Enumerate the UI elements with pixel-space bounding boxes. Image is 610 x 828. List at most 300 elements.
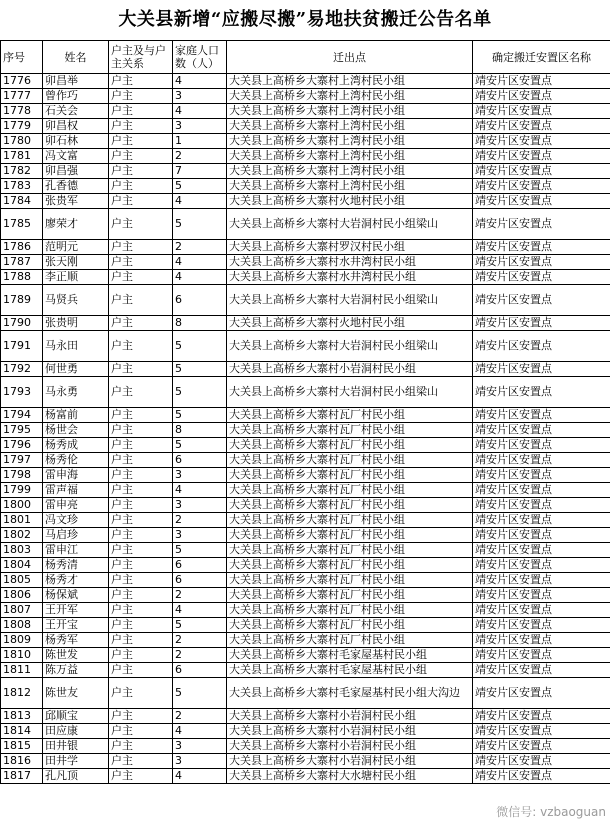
row-index: 1783 [1,179,43,194]
row-relation: 户主 [109,453,173,468]
row-index: 1798 [1,468,43,483]
table-row [1,438,610,453]
row-name: 孔凡顶 [43,769,109,784]
table-row [1,709,610,724]
row-index: 1801 [1,513,43,528]
row-origin: 大关县上高桥乡大寨村瓦厂村民小组 [227,543,473,558]
row-index: 1817 [1,769,43,784]
row-origin: 大关县上高桥乡大寨村瓦厂村民小组 [227,483,473,498]
row-household-size: 5 [173,209,227,240]
row-destination: 靖安片区安置点 [473,134,610,149]
row-index: 1802 [1,528,43,543]
row-index: 1814 [1,724,43,739]
row-relation: 户主 [109,438,173,453]
row-destination: 靖安片区安置点 [473,633,610,648]
table-row [1,408,610,423]
row-destination: 靖安片区安置点 [473,209,610,240]
row-destination: 靖安片区安置点 [473,468,610,483]
row-destination: 靖安片区安置点 [473,543,610,558]
row-name: 曾作巧 [43,89,109,104]
table-row [1,678,610,709]
row-index: 1815 [1,739,43,754]
row-household-size: 4 [173,769,227,784]
row-index: 1816 [1,754,43,769]
table-row [1,543,610,558]
row-household-size: 5 [173,377,227,408]
row-household-size: 1 [173,134,227,149]
row-destination: 靖安片区安置点 [473,588,610,603]
table-row [1,377,610,408]
row-origin: 大关县上高桥乡大寨村上湾村民小组 [227,164,473,179]
row-origin: 大关县上高桥乡大寨村瓦厂村民小组 [227,438,473,453]
row-origin: 大关县上高桥乡大寨村水井湾村民小组 [227,270,473,285]
table-header-row [1,41,610,74]
row-relation: 户主 [109,663,173,678]
row-origin: 大关县上高桥乡大寨村毛家屋基村民小组大沟边 [227,678,473,709]
table-row [1,134,610,149]
row-relation: 户主 [109,164,173,179]
row-name: 孔香德 [43,179,109,194]
row-index: 1791 [1,331,43,362]
row-index: 1799 [1,483,43,498]
row-index: 1787 [1,255,43,270]
table-row [1,423,610,438]
table-row [1,255,610,270]
row-relation: 户主 [109,149,173,164]
header-origin: 迁出点 [227,41,473,74]
row-name: 张天刚 [43,255,109,270]
row-name: 雷申江 [43,543,109,558]
row-destination: 靖安片区安置点 [473,149,610,164]
header-name: 姓名 [43,41,109,74]
row-index: 1810 [1,648,43,663]
row-origin: 大关县上高桥乡大寨村大岩洞村民小组梁山 [227,331,473,362]
row-name: 何世勇 [43,362,109,377]
row-index: 1790 [1,316,43,331]
row-origin: 大关县上高桥乡大寨村瓦厂村民小组 [227,528,473,543]
row-name: 马贤兵 [43,285,109,316]
header-destination: 确定搬迁安置区名称 [473,41,610,74]
row-destination: 靖安片区安置点 [473,331,610,362]
row-name: 范明元 [43,240,109,255]
table-row [1,588,610,603]
row-household-size: 5 [173,543,227,558]
row-relation: 户主 [109,134,173,149]
table-row [1,285,610,316]
row-destination: 靖安片区安置点 [473,558,610,573]
row-relation: 户主 [109,588,173,603]
row-relation: 户主 [109,362,173,377]
row-relation: 户主 [109,74,173,89]
row-origin: 大关县上高桥乡大寨村上湾村民小组 [227,119,473,134]
row-name: 陈世友 [43,678,109,709]
table-row [1,558,610,573]
row-name: 王开宝 [43,618,109,633]
row-relation: 户主 [109,724,173,739]
row-relation: 户主 [109,270,173,285]
row-origin: 大关县上高桥乡大寨村上湾村民小组 [227,74,473,89]
row-destination: 靖安片区安置点 [473,362,610,377]
row-household-size: 4 [173,104,227,119]
row-origin: 大关县上高桥乡大寨村大岩洞村民小组梁山 [227,209,473,240]
row-origin: 大关县上高桥乡大寨村水井湾村民小组 [227,255,473,270]
header-relation: 户主及与户主关系 [109,41,173,74]
row-destination: 靖安片区安置点 [473,603,610,618]
row-household-size: 3 [173,468,227,483]
row-name: 张贵军 [43,194,109,209]
row-name: 王开军 [43,603,109,618]
row-destination: 靖安片区安置点 [473,89,610,104]
row-index: 1813 [1,709,43,724]
row-relation: 户主 [109,558,173,573]
row-name: 杨保斌 [43,588,109,603]
table-row [1,739,610,754]
table-row [1,453,610,468]
row-household-size: 3 [173,498,227,513]
row-household-size: 5 [173,362,227,377]
row-index: 1786 [1,240,43,255]
row-destination: 靖安片区安置点 [473,498,610,513]
row-destination: 靖安片区安置点 [473,408,610,423]
row-index: 1781 [1,149,43,164]
row-name: 卯昌权 [43,119,109,134]
row-household-size: 4 [173,724,227,739]
row-name: 冯文富 [43,149,109,164]
row-index: 1804 [1,558,43,573]
row-household-size: 6 [173,663,227,678]
row-name: 田井学 [43,754,109,769]
row-origin: 大关县上高桥乡大寨村火地村民小组 [227,194,473,209]
document-title: 大关县新增“应搬尽搬”易地扶贫搬迁公告名单 [118,9,492,30]
row-origin: 大关县上高桥乡大寨村瓦厂村民小组 [227,633,473,648]
row-relation: 户主 [109,89,173,104]
row-destination: 靖安片区安置点 [473,453,610,468]
row-name: 陈世发 [43,648,109,663]
row-origin: 大关县上高桥乡大寨村大岩洞村民小组梁山 [227,285,473,316]
row-index: 1808 [1,618,43,633]
row-index: 1793 [1,377,43,408]
row-origin: 大关县上高桥乡大寨村上湾村民小组 [227,104,473,119]
row-destination: 靖安片区安置点 [473,528,610,543]
row-household-size: 2 [173,648,227,663]
row-name: 杨富前 [43,408,109,423]
row-origin: 大关县上高桥乡大寨村上湾村民小组 [227,149,473,164]
row-household-size: 2 [173,240,227,255]
row-destination: 靖安片区安置点 [473,194,610,209]
table-row [1,331,610,362]
row-relation: 户主 [109,255,173,270]
row-destination: 靖安片区安置点 [473,573,610,588]
row-destination: 靖安片区安置点 [473,240,610,255]
row-index: 1779 [1,119,43,134]
row-relation: 户主 [109,377,173,408]
row-origin: 大关县上高桥乡大寨村小岩洞村民小组 [227,754,473,769]
row-destination: 靖安片区安置点 [473,377,610,408]
row-household-size: 8 [173,316,227,331]
row-name: 杨秀伦 [43,453,109,468]
row-origin: 大关县上高桥乡大寨村小岩洞村民小组 [227,362,473,377]
row-name: 马永勇 [43,377,109,408]
row-name: 雷声福 [43,483,109,498]
row-relation: 户主 [109,513,173,528]
row-household-size: 6 [173,453,227,468]
row-name: 冯文珍 [43,513,109,528]
row-index: 1789 [1,285,43,316]
row-relation: 户主 [109,179,173,194]
row-origin: 大关县上高桥乡大寨村大岩洞村民小组梁山 [227,377,473,408]
row-index: 1782 [1,164,43,179]
table-row [1,663,610,678]
row-destination: 靖安片区安置点 [473,724,610,739]
row-index: 1777 [1,89,43,104]
row-relation: 户主 [109,331,173,362]
row-household-size: 6 [173,285,227,316]
table-row [1,89,610,104]
row-household-size: 3 [173,739,227,754]
row-relation: 户主 [109,633,173,648]
row-origin: 大关县上高桥乡大寨村上湾村民小组 [227,89,473,104]
row-index: 1784 [1,194,43,209]
table-body [1,74,610,784]
row-index: 1800 [1,498,43,513]
table-row [1,179,610,194]
table-row [1,573,610,588]
row-destination: 靖安片区安置点 [473,74,610,89]
row-destination: 靖安片区安置点 [473,179,610,194]
row-relation: 户主 [109,316,173,331]
row-origin: 大关县上高桥乡大寨村毛家屋基村民小组 [227,648,473,663]
row-destination: 靖安片区安置点 [473,513,610,528]
row-index: 1778 [1,104,43,119]
table-row [1,164,610,179]
table-row [1,603,610,618]
row-name: 田井银 [43,739,109,754]
row-name: 卯昌举 [43,74,109,89]
row-name: 石关会 [43,104,109,119]
table-row [1,316,610,331]
row-origin: 大关县上高桥乡大寨村小岩洞村民小组 [227,709,473,724]
table-row [1,468,610,483]
row-relation: 户主 [109,709,173,724]
row-household-size: 2 [173,709,227,724]
row-origin: 大关县上高桥乡大寨村罗汉村民小组 [227,240,473,255]
row-index: 1796 [1,438,43,453]
table-row [1,149,610,164]
row-destination: 靖安片区安置点 [473,754,610,769]
row-relation: 户主 [109,194,173,209]
row-relation: 户主 [109,483,173,498]
table-row [1,618,610,633]
row-relation: 户主 [109,573,173,588]
row-destination: 靖安片区安置点 [473,255,610,270]
row-household-size: 6 [173,558,227,573]
table-row [1,209,610,240]
row-index: 1803 [1,543,43,558]
row-index: 1795 [1,423,43,438]
row-destination: 靖安片区安置点 [473,164,610,179]
row-name: 雷申海 [43,468,109,483]
table-row [1,362,610,377]
row-relation: 户主 [109,104,173,119]
row-destination: 靖安片区安置点 [473,270,610,285]
row-name: 田应康 [43,724,109,739]
row-relation: 户主 [109,209,173,240]
row-relation: 户主 [109,603,173,618]
row-relation: 户主 [109,618,173,633]
row-name: 杨秀清 [43,558,109,573]
row-index: 1797 [1,453,43,468]
row-household-size: 5 [173,179,227,194]
row-name: 李正顺 [43,270,109,285]
row-name: 杨秀军 [43,633,109,648]
table-row [1,754,610,769]
row-household-size: 4 [173,74,227,89]
table-row [1,633,610,648]
row-relation: 户主 [109,240,173,255]
row-household-size: 4 [173,270,227,285]
row-household-size: 3 [173,89,227,104]
row-origin: 大关县上高桥乡大寨村瓦厂村民小组 [227,573,473,588]
row-name: 马启珍 [43,528,109,543]
row-destination: 靖安片区安置点 [473,316,610,331]
row-name: 卯昌强 [43,164,109,179]
row-origin: 大关县上高桥乡大寨村小岩洞村民小组 [227,724,473,739]
row-relation: 户主 [109,423,173,438]
row-relation: 户主 [109,119,173,134]
row-relation: 户主 [109,754,173,769]
row-name: 杨秀才 [43,573,109,588]
row-destination: 靖安片区安置点 [473,709,610,724]
row-household-size: 5 [173,618,227,633]
row-origin: 大关县上高桥乡大寨村瓦厂村民小组 [227,513,473,528]
row-name: 雷申亮 [43,498,109,513]
row-relation: 户主 [109,648,173,663]
row-household-size: 4 [173,483,227,498]
resettlement-table [0,40,610,784]
row-household-size: 2 [173,588,227,603]
table-row [1,528,610,543]
row-destination: 靖安片区安置点 [473,119,610,134]
row-origin: 大关县上高桥乡大寨村瓦厂村民小组 [227,453,473,468]
row-origin: 大关县上高桥乡大寨村瓦厂村民小组 [227,408,473,423]
row-household-size: 2 [173,149,227,164]
row-origin: 大关县上高桥乡大寨村火地村民小组 [227,316,473,331]
header-household-size: 家庭人口数（人） [173,41,227,74]
row-household-size: 3 [173,119,227,134]
row-household-size: 4 [173,255,227,270]
row-destination: 靖安片区安置点 [473,648,610,663]
table-row [1,724,610,739]
row-destination: 靖安片区安置点 [473,423,610,438]
table-row [1,194,610,209]
row-name: 杨秀成 [43,438,109,453]
row-household-size: 4 [173,194,227,209]
row-index: 1788 [1,270,43,285]
row-destination: 靖安片区安置点 [473,739,610,754]
row-name: 邱顺宝 [43,709,109,724]
row-destination: 靖安片区安置点 [473,483,610,498]
row-household-size: 6 [173,573,227,588]
row-origin: 大关县上高桥乡大寨村大水塘村民小组 [227,769,473,784]
table-row [1,513,610,528]
row-household-size: 5 [173,438,227,453]
row-origin: 大关县上高桥乡大寨村瓦厂村民小组 [227,558,473,573]
watermark: 微信号: vzbaoguan [496,805,606,819]
row-origin: 大关县上高桥乡大寨村瓦厂村民小组 [227,603,473,618]
row-destination: 靖安片区安置点 [473,285,610,316]
row-household-size: 5 [173,331,227,362]
table-row [1,270,610,285]
row-index: 1792 [1,362,43,377]
row-destination: 靖安片区安置点 [473,618,610,633]
row-index: 1812 [1,678,43,709]
table-row [1,648,610,663]
row-relation: 户主 [109,678,173,709]
row-origin: 大关县上高桥乡大寨村瓦厂村民小组 [227,423,473,438]
table-row [1,74,610,89]
row-origin: 大关县上高桥乡大寨村瓦厂村民小组 [227,588,473,603]
row-relation: 户主 [109,498,173,513]
row-relation: 户主 [109,408,173,423]
table-row [1,769,610,784]
row-household-size: 2 [173,513,227,528]
row-origin: 大关县上高桥乡大寨村瓦厂村民小组 [227,468,473,483]
row-relation: 户主 [109,285,173,316]
row-household-size: 3 [173,528,227,543]
table-row [1,483,610,498]
row-household-size: 5 [173,408,227,423]
table-row [1,119,610,134]
row-destination: 靖安片区安置点 [473,663,610,678]
row-origin: 大关县上高桥乡大寨村小岩洞村民小组 [227,739,473,754]
row-name: 陈万益 [43,663,109,678]
row-name: 卯石林 [43,134,109,149]
row-destination: 靖安片区安置点 [473,438,610,453]
row-household-size: 3 [173,754,227,769]
row-destination: 靖安片区安置点 [473,678,610,709]
row-origin: 大关县上高桥乡大寨村瓦厂村民小组 [227,498,473,513]
row-household-size: 8 [173,423,227,438]
row-index: 1807 [1,603,43,618]
table-row [1,104,610,119]
row-index: 1785 [1,209,43,240]
row-origin: 大关县上高桥乡大寨村上湾村民小组 [227,134,473,149]
row-destination: 靖安片区安置点 [473,769,610,784]
row-index: 1794 [1,408,43,423]
row-relation: 户主 [109,769,173,784]
row-index: 1776 [1,74,43,89]
row-relation: 户主 [109,739,173,754]
row-relation: 户主 [109,468,173,483]
row-household-size: 5 [173,678,227,709]
row-index: 1780 [1,134,43,149]
row-relation: 户主 [109,528,173,543]
row-name: 杨世会 [43,423,109,438]
row-household-size: 7 [173,164,227,179]
row-name: 马永田 [43,331,109,362]
row-origin: 大关县上高桥乡大寨村瓦厂村民小组 [227,618,473,633]
row-index: 1805 [1,573,43,588]
row-name: 廖荣才 [43,209,109,240]
row-origin: 大关县上高桥乡大寨村毛家屋基村民小组 [227,663,473,678]
table-row [1,498,610,513]
row-index: 1806 [1,588,43,603]
row-index: 1811 [1,663,43,678]
row-index: 1809 [1,633,43,648]
row-relation: 户主 [109,543,173,558]
header-index: 序号 [1,41,43,74]
row-name: 张贵明 [43,316,109,331]
